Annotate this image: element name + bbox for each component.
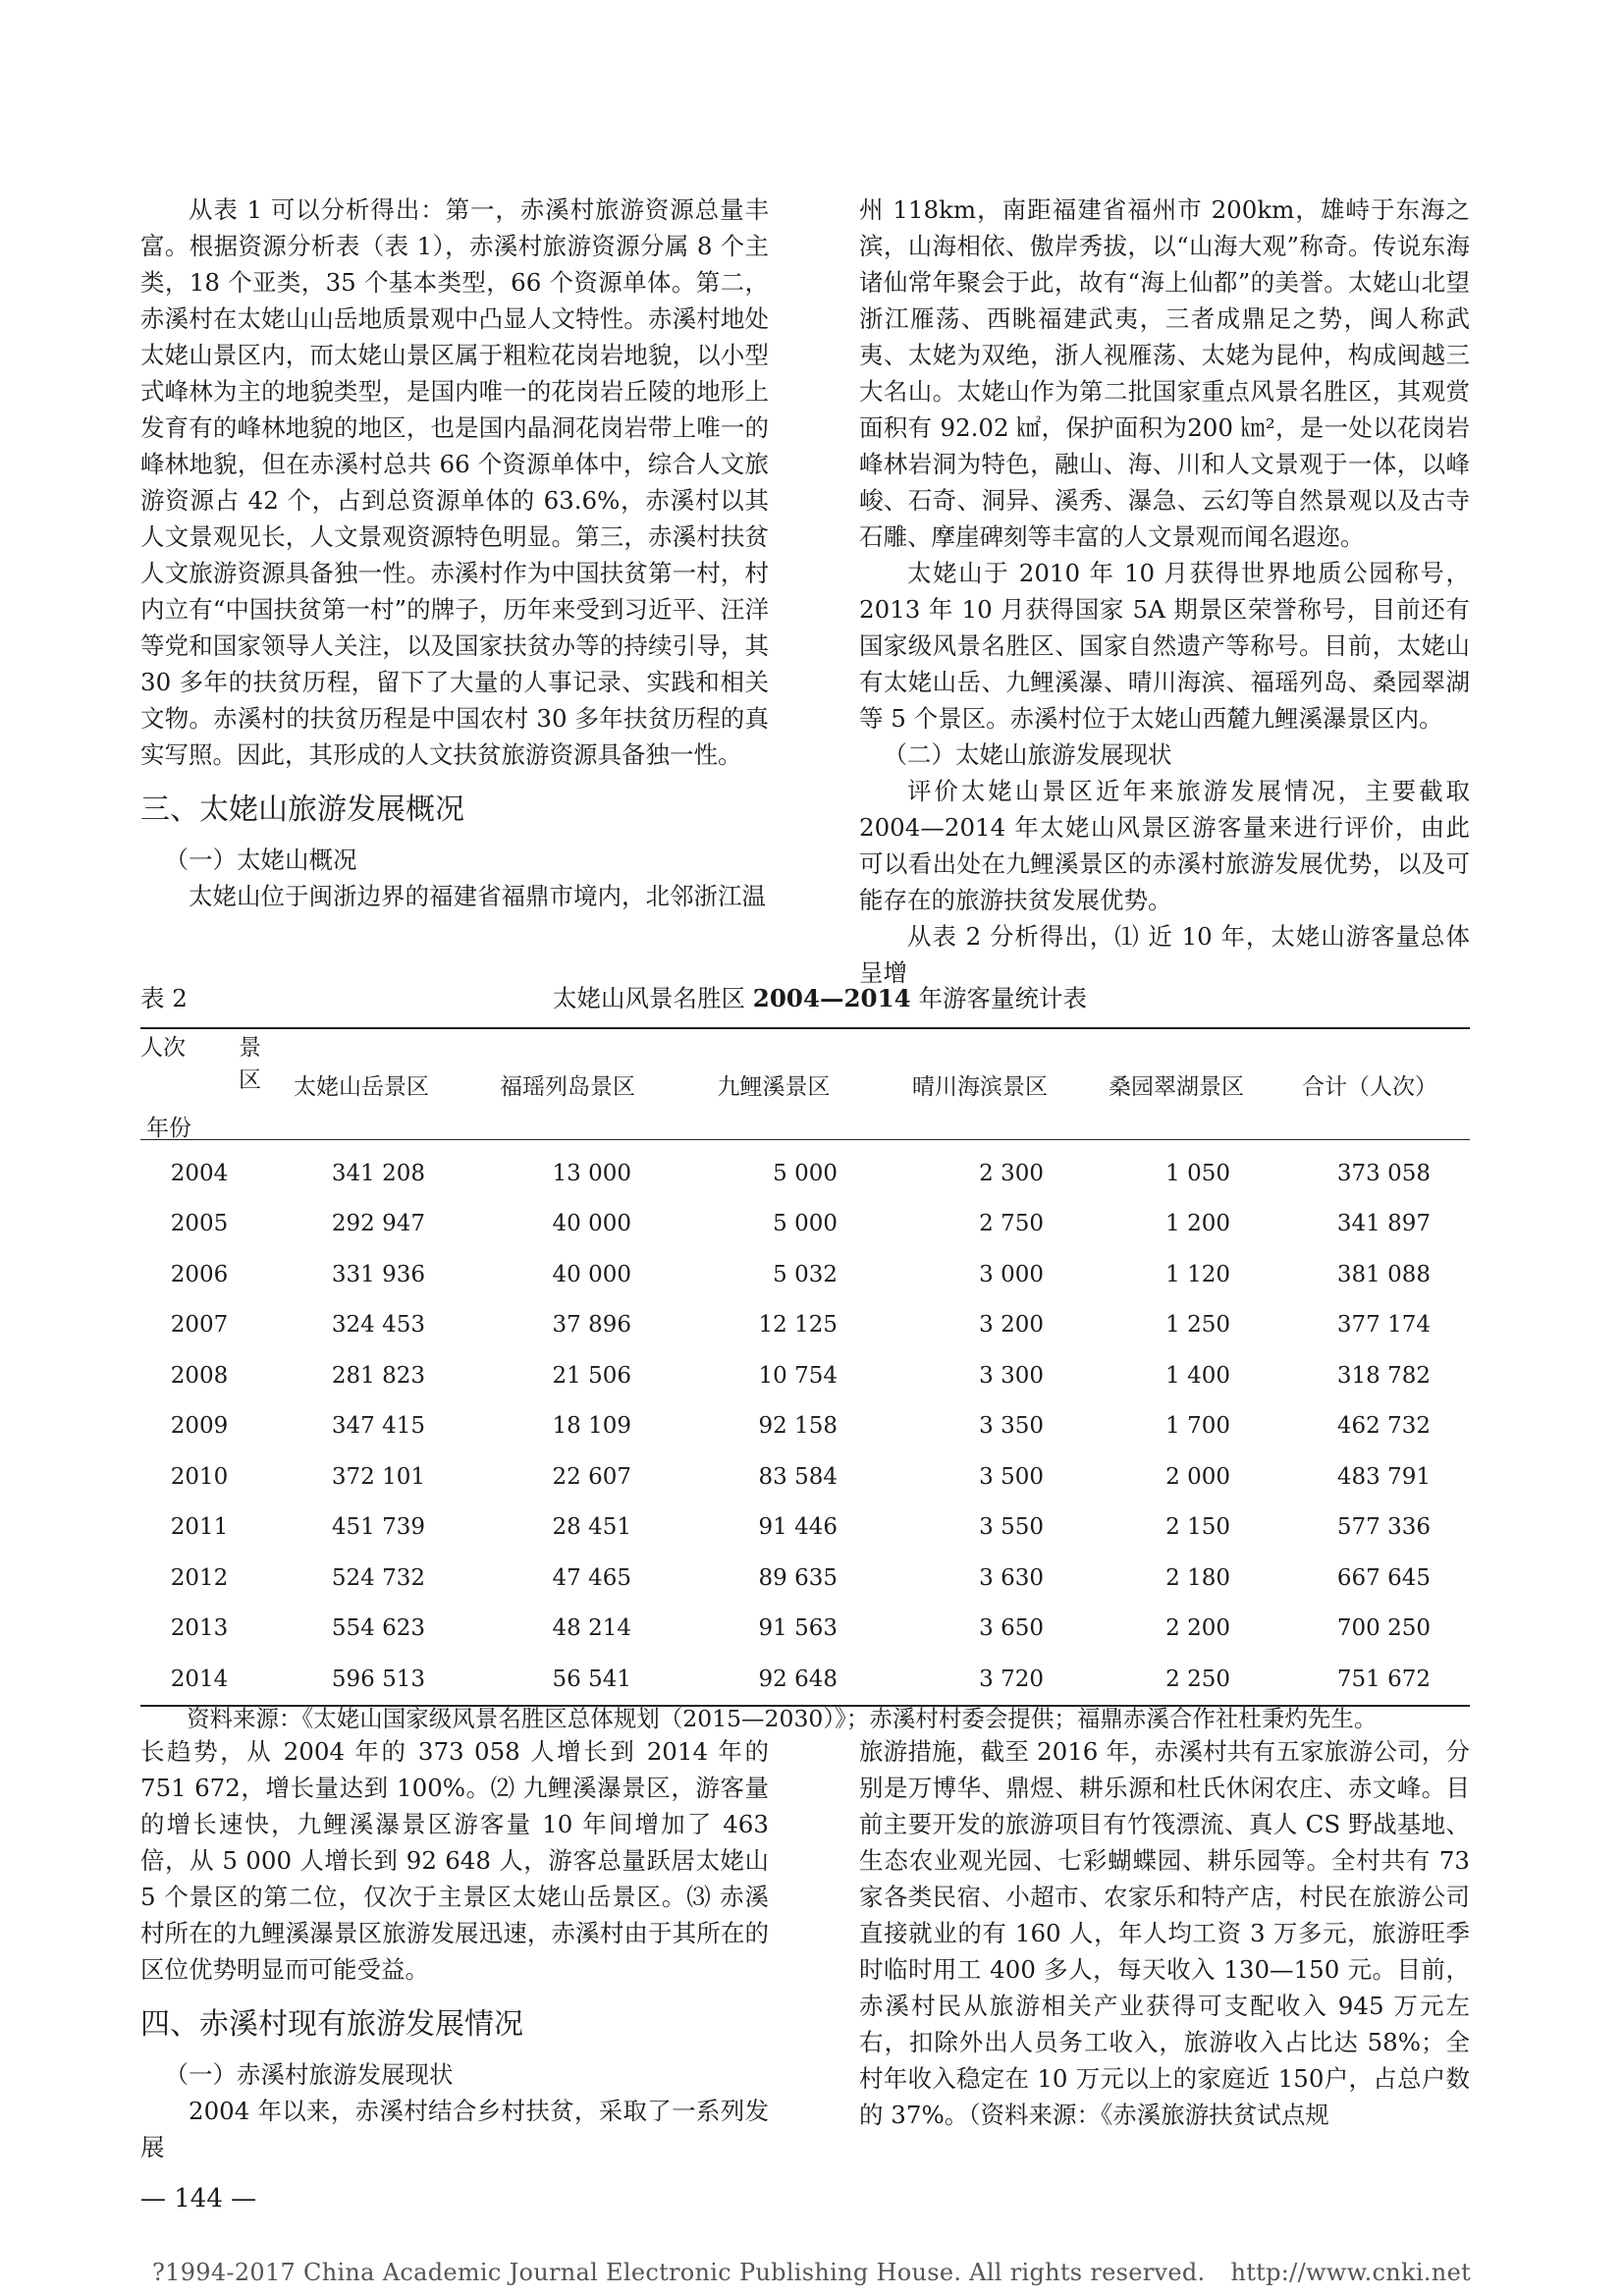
paragraph: 太姥山于 2010 年 10 月获得世界地质公园称号，2013 年 10 月获得国家 5A 期景区荣誉称号，目前还有国家级风景名胜区、国家自然遗产等称号。目前，太姥山有太姥山岳、九鲤溪瀑、晴川海滨、福瑶列岛、桑园翠湖等 5 个景区。赤溪村位于太姥山西麓九鲤溪瀑景区内。 — [859, 559, 1470, 733]
visitor-statistics-table — [140, 1027, 1470, 1707]
subsection-heading-4-1: （一）赤溪村旅游发展现状 — [164, 2060, 454, 2089]
value-cell: 331 936 — [331, 1261, 425, 1287]
column-header: 九鲤溪景区 — [717, 1073, 831, 1100]
value-cell: 1 400 — [1165, 1362, 1230, 1389]
value-cell: 700 250 — [1336, 1615, 1431, 1642]
column-bottom-right — [859, 1733, 1470, 2133]
value-cell: 18 109 — [552, 1413, 631, 1440]
year-cell: 2012 — [170, 1564, 229, 1591]
value-cell: 91 446 — [758, 1514, 838, 1541]
table-title — [553, 979, 1087, 1018]
value-cell: 381 088 — [1336, 1261, 1431, 1287]
value-cell: 89 635 — [758, 1564, 838, 1591]
value-cell: 12 125 — [758, 1312, 838, 1339]
value-cell: 13 000 — [552, 1160, 631, 1186]
column-top-right — [859, 191, 1470, 991]
year-cell: 2006 — [170, 1261, 229, 1287]
value-cell: 3 720 — [979, 1666, 1044, 1692]
year-cell: 2014 — [170, 1666, 229, 1692]
table-row — [140, 1300, 1470, 1351]
value-cell: 1 250 — [1165, 1312, 1230, 1339]
column-bottom-left — [140, 1733, 769, 2165]
value-cell: 483 791 — [1336, 1463, 1431, 1490]
value-cell: 524 732 — [331, 1564, 425, 1591]
year-cell: 2011 — [170, 1514, 229, 1541]
value-cell: 92 648 — [758, 1666, 838, 1692]
value-cell: 3 550 — [979, 1514, 1044, 1541]
table-row — [140, 1140, 1470, 1199]
value-cell: 577 336 — [1336, 1514, 1431, 1541]
value-cell: 2 150 — [1165, 1514, 1230, 1541]
value-cell: 377 174 — [1336, 1312, 1431, 1339]
value-cell: 5 000 — [773, 1160, 838, 1186]
value-cell: 3 350 — [979, 1413, 1044, 1440]
year-cell: 2009 — [170, 1413, 229, 1440]
value-cell: 281 823 — [331, 1362, 425, 1389]
value-cell: 28 451 — [552, 1514, 631, 1541]
value-cell: 3 630 — [979, 1564, 1044, 1591]
value-cell: 40 000 — [552, 1211, 631, 1237]
year-cell: 2005 — [170, 1211, 229, 1237]
table-row — [140, 1451, 1470, 1503]
value-cell: 2 250 — [1165, 1666, 1230, 1692]
table-row — [140, 1654, 1470, 1706]
value-cell: 2 300 — [979, 1160, 1044, 1186]
column-header: 桑园翠湖景区 — [1109, 1073, 1244, 1100]
column-header: 太姥山岳景区 — [294, 1073, 429, 1100]
value-cell: 596 513 — [331, 1666, 425, 1692]
table-row — [140, 1401, 1470, 1452]
copyright-text: ?1994-2017 China Academic Journal Electronic Publishing House. All rights reserved. — [151, 2259, 1206, 2286]
corner-unit: 人次 — [140, 1035, 186, 1061]
value-cell: 3 300 — [979, 1362, 1044, 1389]
table-row — [140, 1350, 1470, 1401]
subsection-heading-3-2: （二）太姥山旅游发展现状 — [883, 740, 1172, 769]
table-row — [140, 1604, 1470, 1655]
value-cell: 10 754 — [758, 1362, 838, 1389]
value-cell: 2 180 — [1165, 1564, 1230, 1591]
paragraph: 长趋势，从 2004 年的 373 058 人增长到 2014 年的 751 672，增长量达到 100%。⑵ 九鲤溪瀑景区，游客量的增长速快，九鲤溪瀑景区游客量 10 年间增加了 463 倍，从 5 000 人增长到 92 648 人，游客总量跃居太姥山 5 个景区的第二位，仅次于主景区太姥山岳景区。⑶ 赤溪村所在的九鲤溪瀑景区旅游发展迅速，赤溪村由于其所在的区位优势明显而可能受益。 — [140, 1737, 769, 1984]
paragraph: 太姥山位于闽浙边界的福建省福鼎市境内，北邻浙江温 — [189, 882, 766, 910]
value-cell: 3 650 — [979, 1615, 1044, 1642]
value-cell: 667 645 — [1336, 1564, 1431, 1591]
year-cell: 2007 — [170, 1312, 229, 1339]
value-cell: 37 896 — [552, 1312, 631, 1339]
page-number: — 144 — — [140, 2184, 257, 2214]
table-corner-cell — [140, 1028, 261, 1141]
value-cell: 1 050 — [1165, 1160, 1230, 1186]
section-heading-4: 四、赤溪村现有旅游发展情况 — [140, 2007, 523, 2042]
value-cell: 3 200 — [979, 1312, 1044, 1339]
value-cell: 3 000 — [979, 1261, 1044, 1287]
table-row — [140, 1199, 1470, 1250]
paragraph: 从表 2 分析得出，⑴ 近 10 年，太姥山游客量总体呈增 — [859, 922, 1470, 987]
table-title-suffix: 年游客量统计表 — [910, 984, 1087, 1012]
value-cell: 48 214 — [552, 1615, 631, 1642]
table-source-note: 资料来源：《太姥山国家级风景名胜区总体规划（2015—2030）》；赤溪村村委会提供；福鼎赤溪合作社杜秉灼先生。 — [187, 1705, 1378, 1732]
value-cell: 2 200 — [1165, 1615, 1230, 1642]
corner-year: 年份 — [146, 1116, 191, 1141]
value-cell: 92 158 — [758, 1413, 838, 1440]
table-row — [140, 1553, 1470, 1604]
value-cell: 21 506 — [552, 1362, 631, 1389]
corner-area: 景区 — [239, 1035, 261, 1093]
value-cell: 372 101 — [331, 1463, 425, 1490]
value-cell: 554 623 — [331, 1615, 425, 1642]
table-title-prefix: 太姥山风景名胜区 — [553, 984, 753, 1012]
paragraph: 州 118km，南距福建省福州市 200km，雄峙于东海之滨，山海相依、傲岸秀拔，以“山海大观”称奇。传说东海诸仙常年聚会于此，故有“海上仙都”的美誉。太姥山北望浙江雁荡、西眺福建武夷，三者成鼎足之势，闽人称武夷、太姥为双绝，浙人视雁荡、太姥为昆仲，构成闽越三大名山。太姥山作为第二批国家重点风景名胜区，其观赏面积有 92.02 ㎢，保护面积为200 ㎞²，是一处以花岗岩峰林岩洞为特色，融山、海、川和人文景观于一体，以峰峻、石奇、洞异、溪秀、瀑急、云幻等自然景观以及古寺石雕、摩崖碑刻等丰富的人文景观而闻名遐迩。 — [859, 195, 1470, 551]
value-cell: 22 607 — [552, 1463, 631, 1490]
value-cell: 751 672 — [1336, 1666, 1431, 1692]
value-cell: 47 465 — [552, 1564, 631, 1591]
subsection-heading-3-1: （一）太姥山概况 — [164, 846, 357, 874]
column-header: 合计（人次） — [1302, 1073, 1437, 1100]
paragraph: 评价太姥山景区近年来旅游发展情况，主要截取 2004—2014 年太姥山风景区游客量来进行评价，由此可以看出处在九鲤溪景区的赤溪村旅游发展优势，以及可能存在的旅游扶贫发展优势。 — [859, 777, 1470, 914]
year-cell: 2010 — [170, 1463, 229, 1490]
value-cell: 40 000 — [552, 1261, 631, 1287]
value-cell: 56 541 — [552, 1666, 631, 1692]
paragraph: 2004 年以来，赤溪村结合乡村扶贫，采取了一系列发展 — [140, 2097, 769, 2161]
table-row — [140, 1503, 1470, 1554]
value-cell: 451 739 — [331, 1514, 425, 1541]
value-cell: 1 120 — [1165, 1261, 1230, 1287]
year-cell: 2004 — [170, 1160, 229, 1186]
value-cell: 91 563 — [758, 1615, 838, 1642]
value-cell: 5 032 — [773, 1261, 838, 1287]
value-cell: 341 897 — [1336, 1211, 1431, 1237]
value-cell: 324 453 — [331, 1312, 425, 1339]
paragraph: 从表 1 可以分析得出：第一，赤溪村旅游资源总量丰富。根据资源分析表（表 1），赤溪村旅游资源分属 8 个主类，18 个亚类，35 个基本类型，66 个资源单体。第二，赤溪村在太姥山山岳地质景观中凸显人文特性。赤溪村地处太姥山景区内，而太姥山景区属于粗粒花岗岩地貌，以小型式峰林为主的地貌类型，是国内唯一的花岗岩丘陵的地形上发育有的峰林地貌的地区，也是国内晶洞花岗岩带上唯一的峰林地貌，但在赤溪村总共 66 个资源单体中，综合人文旅游资源占 42 个，占到总资源单体的 63.6%，赤溪村以其人文景观见长，人文景观资源特色明显。第三，赤溪村扶贫人文旅游资源具备独一性。赤溪村作为中国扶贫第一村，村内立有“中国扶贫第一村”的牌子，历年来受到习近平、汪洋等党和国家领导人关注，以及国家扶贫办等的持续引导，其 30 多年的扶贫历程，留下了大量的人事记录、实践和相关文物。赤溪村的扶贫历程是中国农村 30 多年扶贫历程的真实写照。因此，其形成的人文扶贫旅游资源具备独一性。 — [140, 195, 769, 769]
section-heading-3: 三、太姥山旅游发展概况 — [140, 793, 464, 827]
value-cell: 1 700 — [1165, 1413, 1230, 1440]
value-cell: 318 782 — [1336, 1362, 1431, 1389]
value-cell: 462 732 — [1336, 1413, 1431, 1440]
year-cell: 2008 — [170, 1362, 229, 1389]
paragraph: 旅游措施，截至 2016 年，赤溪村共有五家旅游公司，分别是万博华、鼎煜、耕乐源和杜氏休闲农庄、赤文峰。目前主要开发的旅游项目有竹筏漂流、真人 CS 野战基地、生态农业观光园、七彩蝴蝶园、耕乐园等。全村共有 73 家各类民宿、小超市、农家乐和特产店，村民在旅游公司直接就业的有 160 人，年人均工资 3 万多元，旅游旺季时临时用工 400 多人，每天收入 130—150 元。目前，赤溪村民从旅游相关产业获得可支配收入 945 万元左右，扣除外出人员务工收入，旅游收入占比达 58%；全村年收入稳定在 10 万元以上的家庭近 150户，占总户数的 37%。（资料来源：《赤溪旅游扶贫试点规 — [859, 1737, 1470, 2129]
column-top-left — [140, 191, 769, 914]
table-header-row — [140, 1028, 1470, 1140]
value-cell: 83 584 — [758, 1463, 838, 1490]
value-cell: 2 750 — [979, 1211, 1044, 1237]
footer-url: http://www.cnki.net — [1230, 2259, 1472, 2286]
value-cell: 3 500 — [979, 1463, 1044, 1490]
value-cell: 2 000 — [1165, 1463, 1230, 1490]
year-cell: 2013 — [170, 1615, 229, 1642]
value-cell: 1 200 — [1165, 1211, 1230, 1237]
table-title-years: 2004—2014 — [752, 984, 911, 1012]
column-header: 晴川海滨景区 — [912, 1073, 1048, 1100]
copyright-footer — [0, 2259, 1623, 2286]
value-cell: 341 208 — [331, 1160, 425, 1186]
value-cell: 292 947 — [331, 1211, 425, 1237]
table-caption — [140, 979, 1470, 1018]
value-cell: 347 415 — [331, 1413, 425, 1440]
value-cell: 373 058 — [1336, 1160, 1431, 1186]
table-row — [140, 1249, 1470, 1300]
table-number: 表 2 — [140, 984, 188, 1012]
value-cell: 5 000 — [773, 1211, 838, 1237]
column-header: 福瑶列岛景区 — [500, 1073, 635, 1100]
